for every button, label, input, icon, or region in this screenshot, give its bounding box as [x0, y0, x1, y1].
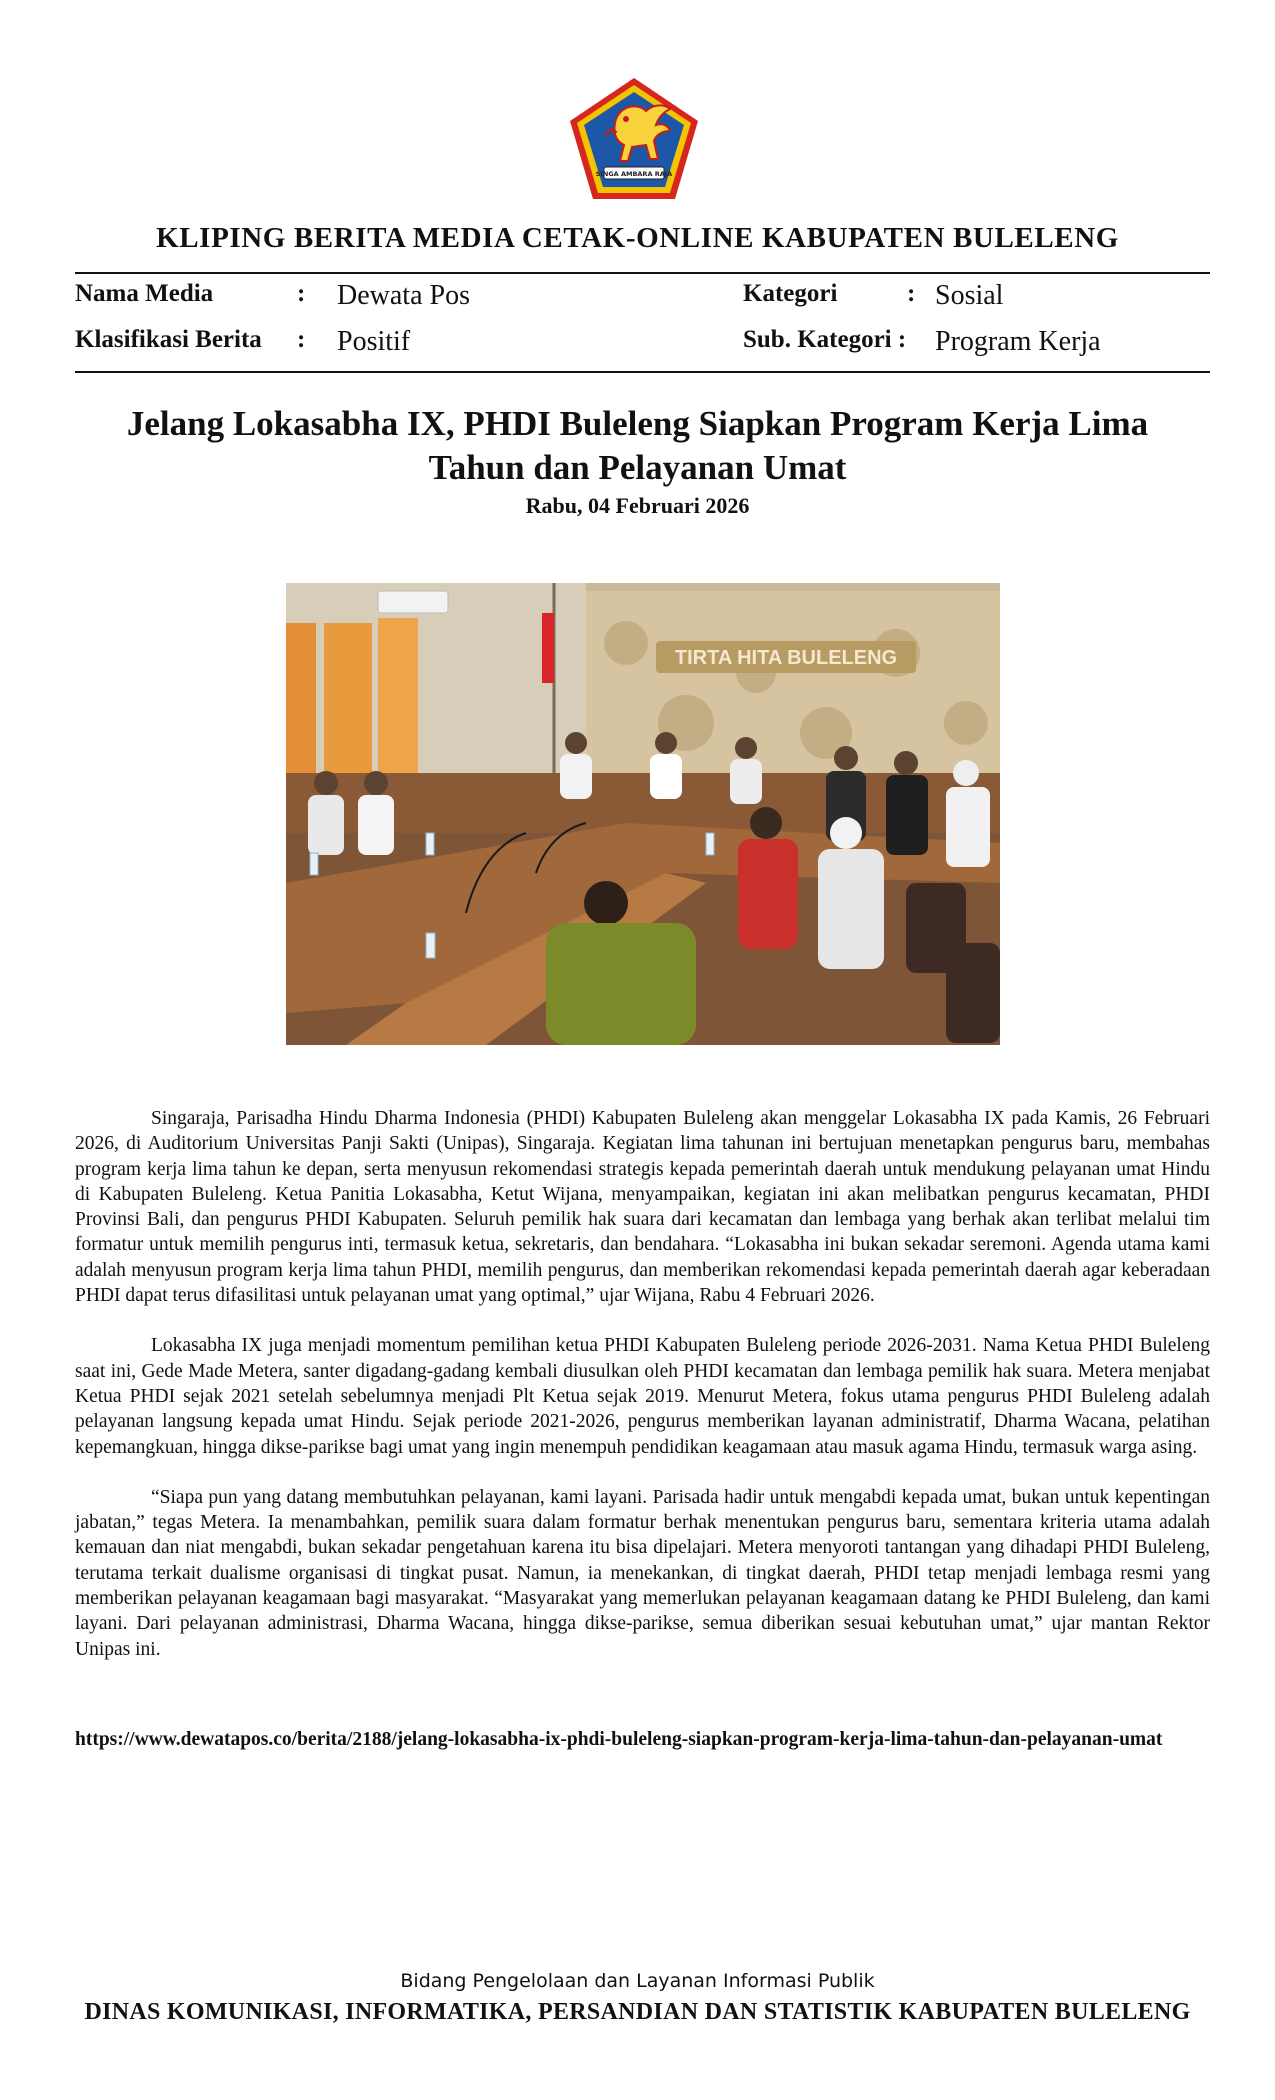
klasifikasi-label: Klasifikasi Berita [75, 326, 262, 353]
photo-wall-sign: TIRTA HITA BULELENG [674, 647, 898, 669]
article-paragraph-2: Lokasabha IX juga menjadi momentum pemilihan ketua PHDI Kabupaten Buleleng periode 2026-2031. Nama Ketua PHDI Buleleng saat ini, Gede Made Metera, santer digadang-gadang kembali diusulkan oleh PHDI kecamatan dan lembaga pemilik hak suara. Metera menjabat Ketua PHDI sejak 2021 setelah sebelumnya menjadi Plt Ketua sejak 2019. Menurut Metera, fokus utama pengurus PHDI Buleleng adalah pelayanan langsung kepada umat Hindu. Sejak periode 2021-2026, pengurus memberikan layanan administratif, Dharma Wacana, pelatihan kepemangkuan, hingga dikse-parikse bagi umat yang ingin menempuh pendidikan keagamaan atau masuk agama Hindu, termasuk warga asing. [75, 1335, 1210, 1458]
kategori-colon: : [907, 280, 916, 307]
nama-media-value: Dewata Pos [337, 280, 470, 311]
meta-row-2 [75, 326, 1210, 366]
nama-media-label: Nama Media [75, 280, 214, 307]
klasifikasi-colon: : [297, 326, 306, 353]
article-paragraph-3: “Siapa pun yang datang membutuhkan pelayanan, kami layani. Parisada hadir untuk mengabdi kepada umat, bukan untuk kepentingan jabatan,” tegas Metera. Ia menambahkan, pemilik suara dalam formatur berhak menentukan pengurus baru, sementara kriteria utama adalah kemauan dan niat mengabdi, bukan sekadar pengetahuan karena itu bisa dipelajari. Metera menyoroti tantangan yang dihadapi PHDI Buleleng, terutama terkait dualisme organisasi di tingkat pusat. Namun, ia menekankan, di tingkat daerah, PHDI tetap menjadi lembaga resmi yang memberikan pelayanan keagamaan bagi masyarakat. “Masyarakat yang memerlukan pelayanan keagamaan datang ke PHDI Buleleng, dan kami layani. Dari pelayanan administrasi, Dharma Wacana, hingga dikse-parikse, semua diberikan sesuai kebutuhan umat,” ujar mantan Rektor Unipas ini. [75, 1486, 1210, 1660]
article-photo [286, 583, 1000, 1045]
klasifikasi-value: Positif [337, 326, 411, 357]
emblem-motto: SINGA AMBARA RAJA [595, 170, 673, 178]
nama-media-colon: : [297, 280, 306, 307]
page-header-title: KLIPING BERITA MEDIA CETAK-ONLINE KABUPATEN BULELENG [156, 222, 1119, 254]
source-url-link[interactable]: https://www.dewatapos.co/berita/2188/jelang-lokasabha-ix-phdi-buleleng-siapkan-program-kerja-lima-tahun-dan-pelayanan-umat [75, 1729, 1163, 1750]
header-divider-bottom [75, 371, 1210, 373]
article-date: Rabu, 04 Februari 2026 [525, 493, 750, 518]
regency-emblem-logo [566, 75, 702, 203]
kategori-label: Kategori [743, 280, 838, 307]
singa-ambara-raja-emblem-icon [566, 75, 702, 203]
sub-kategori-value: Program Kerja [935, 326, 1101, 357]
header-divider-top [75, 272, 1210, 274]
article-title: Jelang Lokasabha IX, PHDI Buleleng Siapkan Program Kerja Lima Tahun dan Pelayanan Umat [126, 404, 1149, 487]
footer-department-unit: Bidang Pengelolaan dan Layanan Informasi Publik [400, 1970, 875, 1992]
article-paragraph-1: Singaraja, Parisadha Hindu Dharma Indonesia (PHDI) Kabupaten Buleleng akan menggelar Lokasabha IX pada Kamis, 26 Februari 2026, di Auditorium Universitas Panji Sakti (Unipas), Singaraja. Kegiatan lima tahunan ini bertujuan menetapkan pengurus baru, membahas program kerja lima tahun ke depan, serta menyusun rekomendasi strategis kepada pemerintah daerah untuk mendukung pelayanan umat Hindu di Kabupaten Buleleng. Ketua Panitia Lokasabha, Ketut Wijana, menyampaikan, kegiatan ini akan melibatkan pengurus kecamatan, PHDI Provinsi Bali, dan pengurus PHDI Kabupaten. Seluruh pemilik hak suara dari kecamatan dan lembaga yang berhak akan terlibat melalui tim formatur untuk memilih pengurus inti, termasuk ketua, sekretaris, dan bendahara. “Lokasabha ini bukan sekadar seremoni. Agenda utama kami adalah menyusun program kerja lima tahun PHDI, memilih pengurus, dan memberikan rekomendasi kepada pemerintah daerah agar keberadaan PHDI dapat terus difasilitasi untuk pelayanan umat yang optimal,” ujar Wijana, Rabu 4 Februari 2026. [75, 1108, 1210, 1307]
kategori-value: Sosial [935, 280, 1004, 311]
article-body [75, 1106, 1210, 1687]
sub-kategori-label: Sub. Kategori : [743, 326, 907, 353]
meta-row-1 [75, 280, 1210, 320]
footer-agency-name: DINAS KOMUNIKASI, INFORMATIKA, PERSANDIAN DAN STATISTIK KABUPATEN BULELENG [84, 1999, 1191, 2025]
